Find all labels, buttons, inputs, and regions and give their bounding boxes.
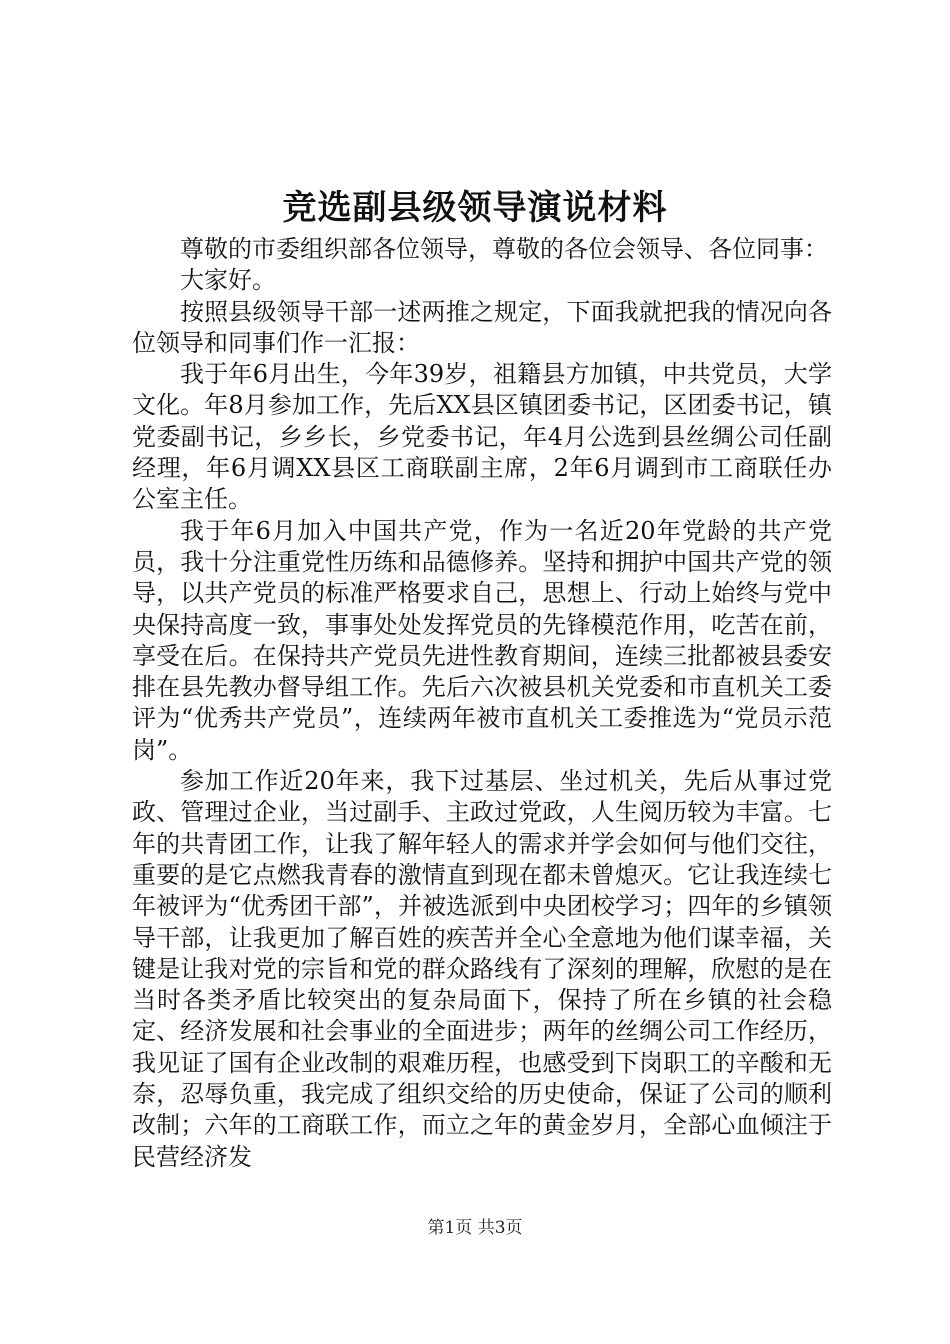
intro-paragraph: 按照县级领导干部一述两推之规定，下面我就把我的情况向各位领导和同事们作一汇报： [132, 297, 832, 357]
page-number-footer: 第1页 共3页 [427, 1218, 523, 1238]
document-body [132, 234, 832, 1173]
document-title: 竞选副县级领导演说材料 [282, 188, 668, 228]
greeting-paragraph: 大家好。 [180, 266, 276, 295]
party-membership-paragraph: 我于年6月加入中国共产党，作为一名近20年党龄的共产党员，我十分注重党性历练和品德修养。坚持和拥护中国共产党的领导，以共产党员的标准严格要求自己，思想上、行动上始终与党中央保持高度一致，事事处处发挥党员的先锋模范作用，吃苦在前，享受在后。在保持共产党员先进性教育期间，连续三批都被县委安排在县先教办督导组工作。先后六次被县机关党委和市直机关工委评为“优秀共产党员”，连续两年被市直机关工委推选为“党员示范岗”。 [132, 516, 832, 764]
biography-paragraph: 我于年6月出生，今年39岁，祖籍县方加镇，中共党员，大学文化。年8月参加工作，先后XX县区镇团委书记，区团委书记，镇党委副书记，乡乡长，乡党委书记，年4月公选到县丝绸公司任副经理，年6月调XX县区工商联副主席，2年6月调到市工商联任办公室主任。 [132, 360, 832, 514]
work-experience-paragraph: 参加工作近20年来，我下过基层、坐过机关，先后从事过党政、管理过企业，当过副手、主政过党政，人生阅历较为丰富。七年的共青团工作，让我了解年轻人的需求并学会如何与他们交往，重要的是它点燃我青春的激情直到现在都未曾熄灭。它让我连续七年被评为“优秀团干部”，并被选派到中央团校学习；四年的乡镇领导干部，让我更加了解百姓的疾苦并全心全意地为他们谋幸福，关键是让我对党的宗旨和党的群众路线有了深刻的理解，欣慰的是在当时各类矛盾比较突出的复杂局面下，保持了所在乡镇的社会稳定、经济发展和社会事业的全面进步；两年的丝绸公司工作经历，我见证了国有企业改制的艰难历程，也感受到下岗职工的辛酸和无奈，忍辱负重，我完成了组织交给的历史使命，保证了公司的顺利改制；六年的工商联工作，而立之年的黄金岁月，全部心血倾注于民营经济发 [132, 767, 832, 1171]
salutation-paragraph: 尊敬的市委组织部各位领导，尊敬的各位会领导、各位同事： [180, 235, 828, 263]
